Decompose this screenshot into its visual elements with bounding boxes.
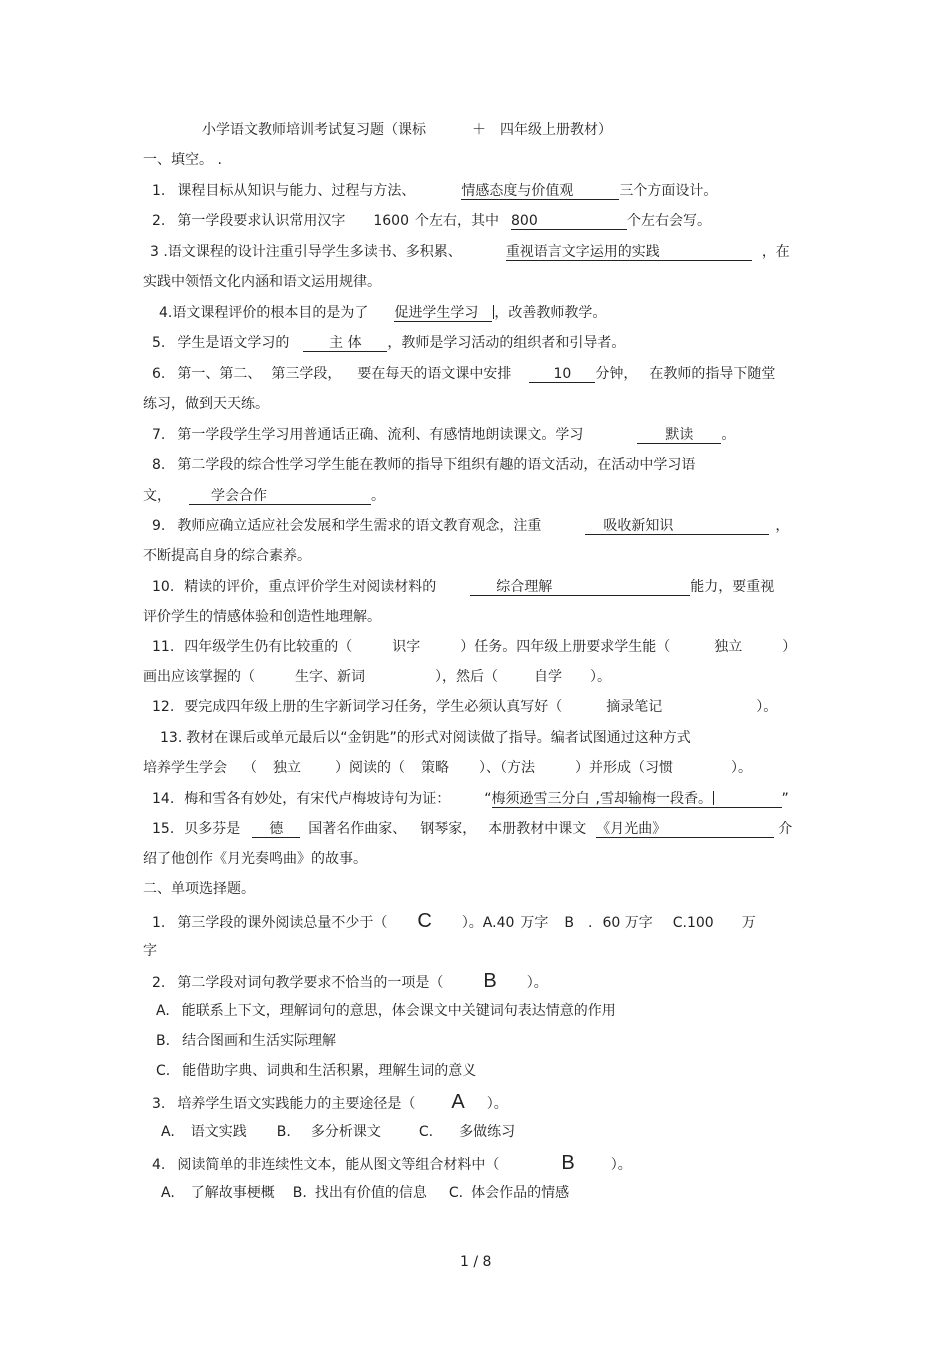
answer-mark: B [561, 1152, 575, 1174]
question-6-continued: 练习，做到天天练。 [143, 396, 269, 412]
section-fill-blank-heading: 一、填空。 . [143, 152, 222, 168]
choice-question-1: 1. 第三学段的课外阅读总量不少于（ C ）。A.40 万字 B . 60 万字 C.100 万 [152, 910, 756, 932]
question-8-continued: 文， 学会合作 。 [143, 488, 385, 504]
answer-blank: 吸收新知识 [585, 518, 769, 535]
choice-question-1-continued: 字 [143, 943, 157, 959]
question-10-continued: 评价学生的情感体验和创造性地理解。 [143, 609, 381, 625]
answer-blank: 《月光曲》 [596, 821, 774, 838]
choice-options-4: A. 了解故事梗概 B. 找出有价值的信息 C. 体会作品的情感 [161, 1185, 570, 1201]
question-5: 5. 学生是语文学习的 主 体 ，教师是学习活动的组织者和引导者。 [152, 335, 626, 351]
question-14: 14. 梅和雪各有妙处，有宋代卢梅坡诗句为证： “梅须逊雪三分白 ,雪却输梅一段香。 ” [152, 791, 789, 807]
answer-blank: 梅须逊雪三分白 ,雪却输梅一段香。 [492, 791, 782, 808]
question-8: 8. 第二学段的综合性学习学生能在教师的指导下组织有趣的语文活动，在活动中学习语 [152, 457, 696, 473]
choice-options-3: A. 语文实践 B. 多分析课文 C. 多做练习 [161, 1124, 516, 1140]
choice-option: A. 能联系上下文，理解词句的意思，体会课文中关键词句表达情意的作用 [156, 1003, 616, 1019]
answer-blank: 重视语言文字运用的实践 [506, 244, 752, 261]
question-4: 4.语文课程评价的根本目的是为了 促进学生学习 ，改善教师教学。 [159, 305, 607, 321]
answer-blank: 默读 [637, 427, 721, 444]
question-15: 15. 贝多芬是 德 国著名作曲家、 钢琴家， 本册教材中课文 《月光曲》 介 [152, 821, 793, 837]
question-6: 6. 第一、第二、 第三学段， 要在每天的语文课中安排 10 分钟， 在教师的指导下随堂 [152, 366, 776, 382]
answer-blank: 综合理解 [470, 579, 690, 596]
question-13-continued: 培养学生学会 （ 独立 ）阅读的（ 策略 ）、（方法 ）并形成（习惯 ）。 [143, 760, 752, 776]
question-12: 12. 要完成四年级上册的生字新词学习任务，学生必须认真写好（ 摘录笔记 ）。 [152, 699, 778, 715]
choice-option: C. 能借助字典、词典和生活积累，理解生词的意义 [156, 1063, 477, 1079]
answer-mark: A [451, 1091, 465, 1113]
question-9-continued: 不断提高自身的综合素养。 [143, 548, 311, 564]
choice-question-2: 2. 第二学段对词句教学要求不恰当的一项是（ B ）。 [152, 970, 548, 992]
choice-question-3: 3. 培养学生语文实践能力的主要途径是（ A ）。 [152, 1091, 508, 1113]
answer-mark: C [417, 910, 432, 932]
question-15-continued: 绍了他创作《月光奏鸣曲》的故事。 [143, 851, 367, 867]
question-7: 7. 第一学段学生学习用普通话正确、流利、有感情地朗读课文。学习 默读 。 [152, 427, 736, 443]
answer-blank: 主 体 [303, 335, 387, 352]
question-13: 13. 教材在课后或单元最后以“金钥匙”的形式对阅读做了指导。编者试图通过这种方式 [160, 730, 691, 746]
question-9: 9. 教师应确立适应社会发展和学生需求的语文教育观念，注重 吸收新知识 ， [152, 518, 790, 534]
answer-blank: 10 [529, 366, 595, 383]
section-choice-heading: 二、单项选择题。 [143, 881, 255, 897]
answer-blank: 促进学生学习 [394, 305, 492, 322]
question-10: 10. 精读的评价，重点评价学生对阅读材料的 综合理解 能力，要重视 [152, 579, 775, 595]
question-3: 3 .语文课程的设计注重引导学生多读书、多积累、 重视语言文字运用的实践 ，在 [150, 244, 790, 260]
answer-blank: 情感态度与价值观 [461, 183, 619, 200]
answer-mark: B [483, 970, 497, 992]
answer-blank: 德 [252, 821, 300, 838]
question-11: 11. 四年级学生仍有比较重的（ 识字 ）任务。四年级上册要求学生能（ 独立 ） [152, 639, 797, 655]
answer-blank: 800 [511, 213, 627, 230]
question-11-continued: 画出应该掌握的（ 生字、新词 ），然后（ 自学 ）。 [143, 669, 611, 685]
choice-option: B. 结合图画和生活实际理解 [156, 1033, 337, 1049]
answer-blank: 学会合作 [189, 488, 371, 505]
question-3-continued: 实践中领悟文化内涵和语文运用规律。 [143, 274, 381, 290]
page-number: 1 / 8 [460, 1254, 492, 1270]
page-title: 小学语文教师培训考试复习题（课标 ＋ 四年级上册教材） [202, 122, 612, 138]
question-2: 2. 第一学段要求认识常用汉字 1600 个左右，其中 800 个左右会写。 [152, 213, 711, 229]
question-1: 1. 课程目标从知识与能力、过程与方法、 情感态度与价值观 三个方面设计。 [152, 183, 718, 199]
choice-question-4: 4. 阅读简单的非连续性文本，能从图文等组合材料中（ B ）。 [152, 1152, 632, 1174]
